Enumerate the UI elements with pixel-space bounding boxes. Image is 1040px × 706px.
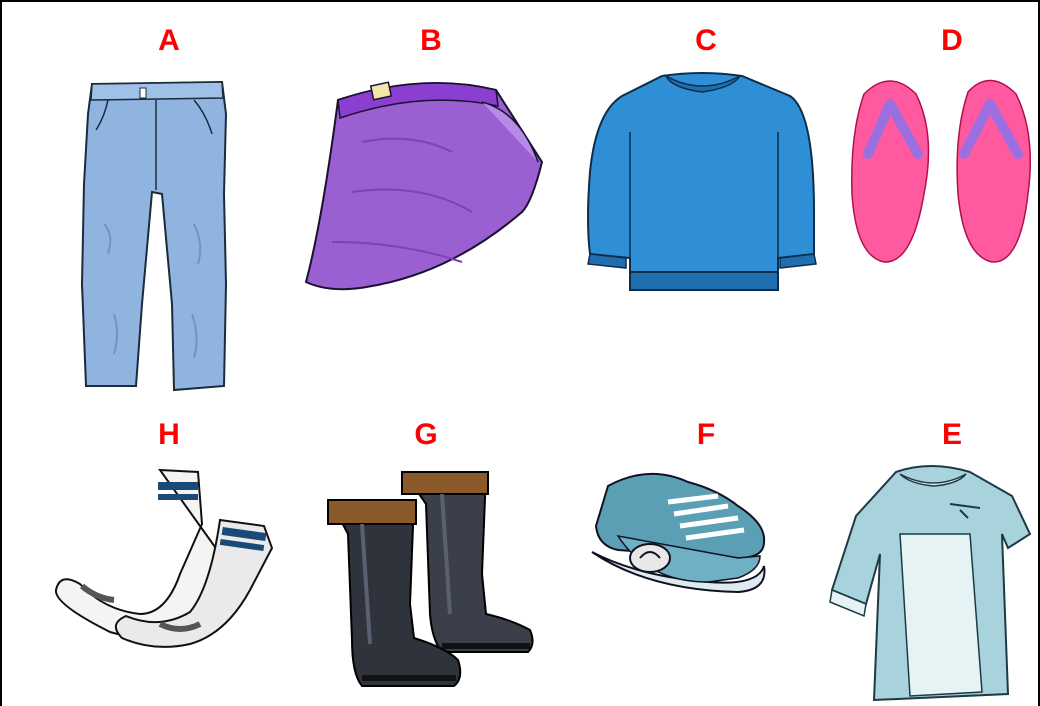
label-f: F: [696, 418, 716, 451]
t-shirt-icon: [830, 464, 1040, 704]
label-e: E: [941, 418, 962, 451]
label-d: D: [941, 24, 963, 57]
jeans-icon: [74, 74, 234, 394]
label-b: B: [420, 24, 442, 57]
flip-flops-icon: [850, 74, 1040, 264]
boots-icon: [322, 464, 542, 690]
socks-icon: [50, 464, 280, 654]
label-g: G: [414, 418, 438, 451]
label-a: A: [158, 24, 180, 57]
skirt-icon: [302, 72, 552, 292]
label-h: H: [158, 418, 180, 451]
label-c: C: [695, 24, 717, 57]
sweater-icon: [582, 72, 822, 296]
sneakers-icon: [588, 466, 770, 606]
